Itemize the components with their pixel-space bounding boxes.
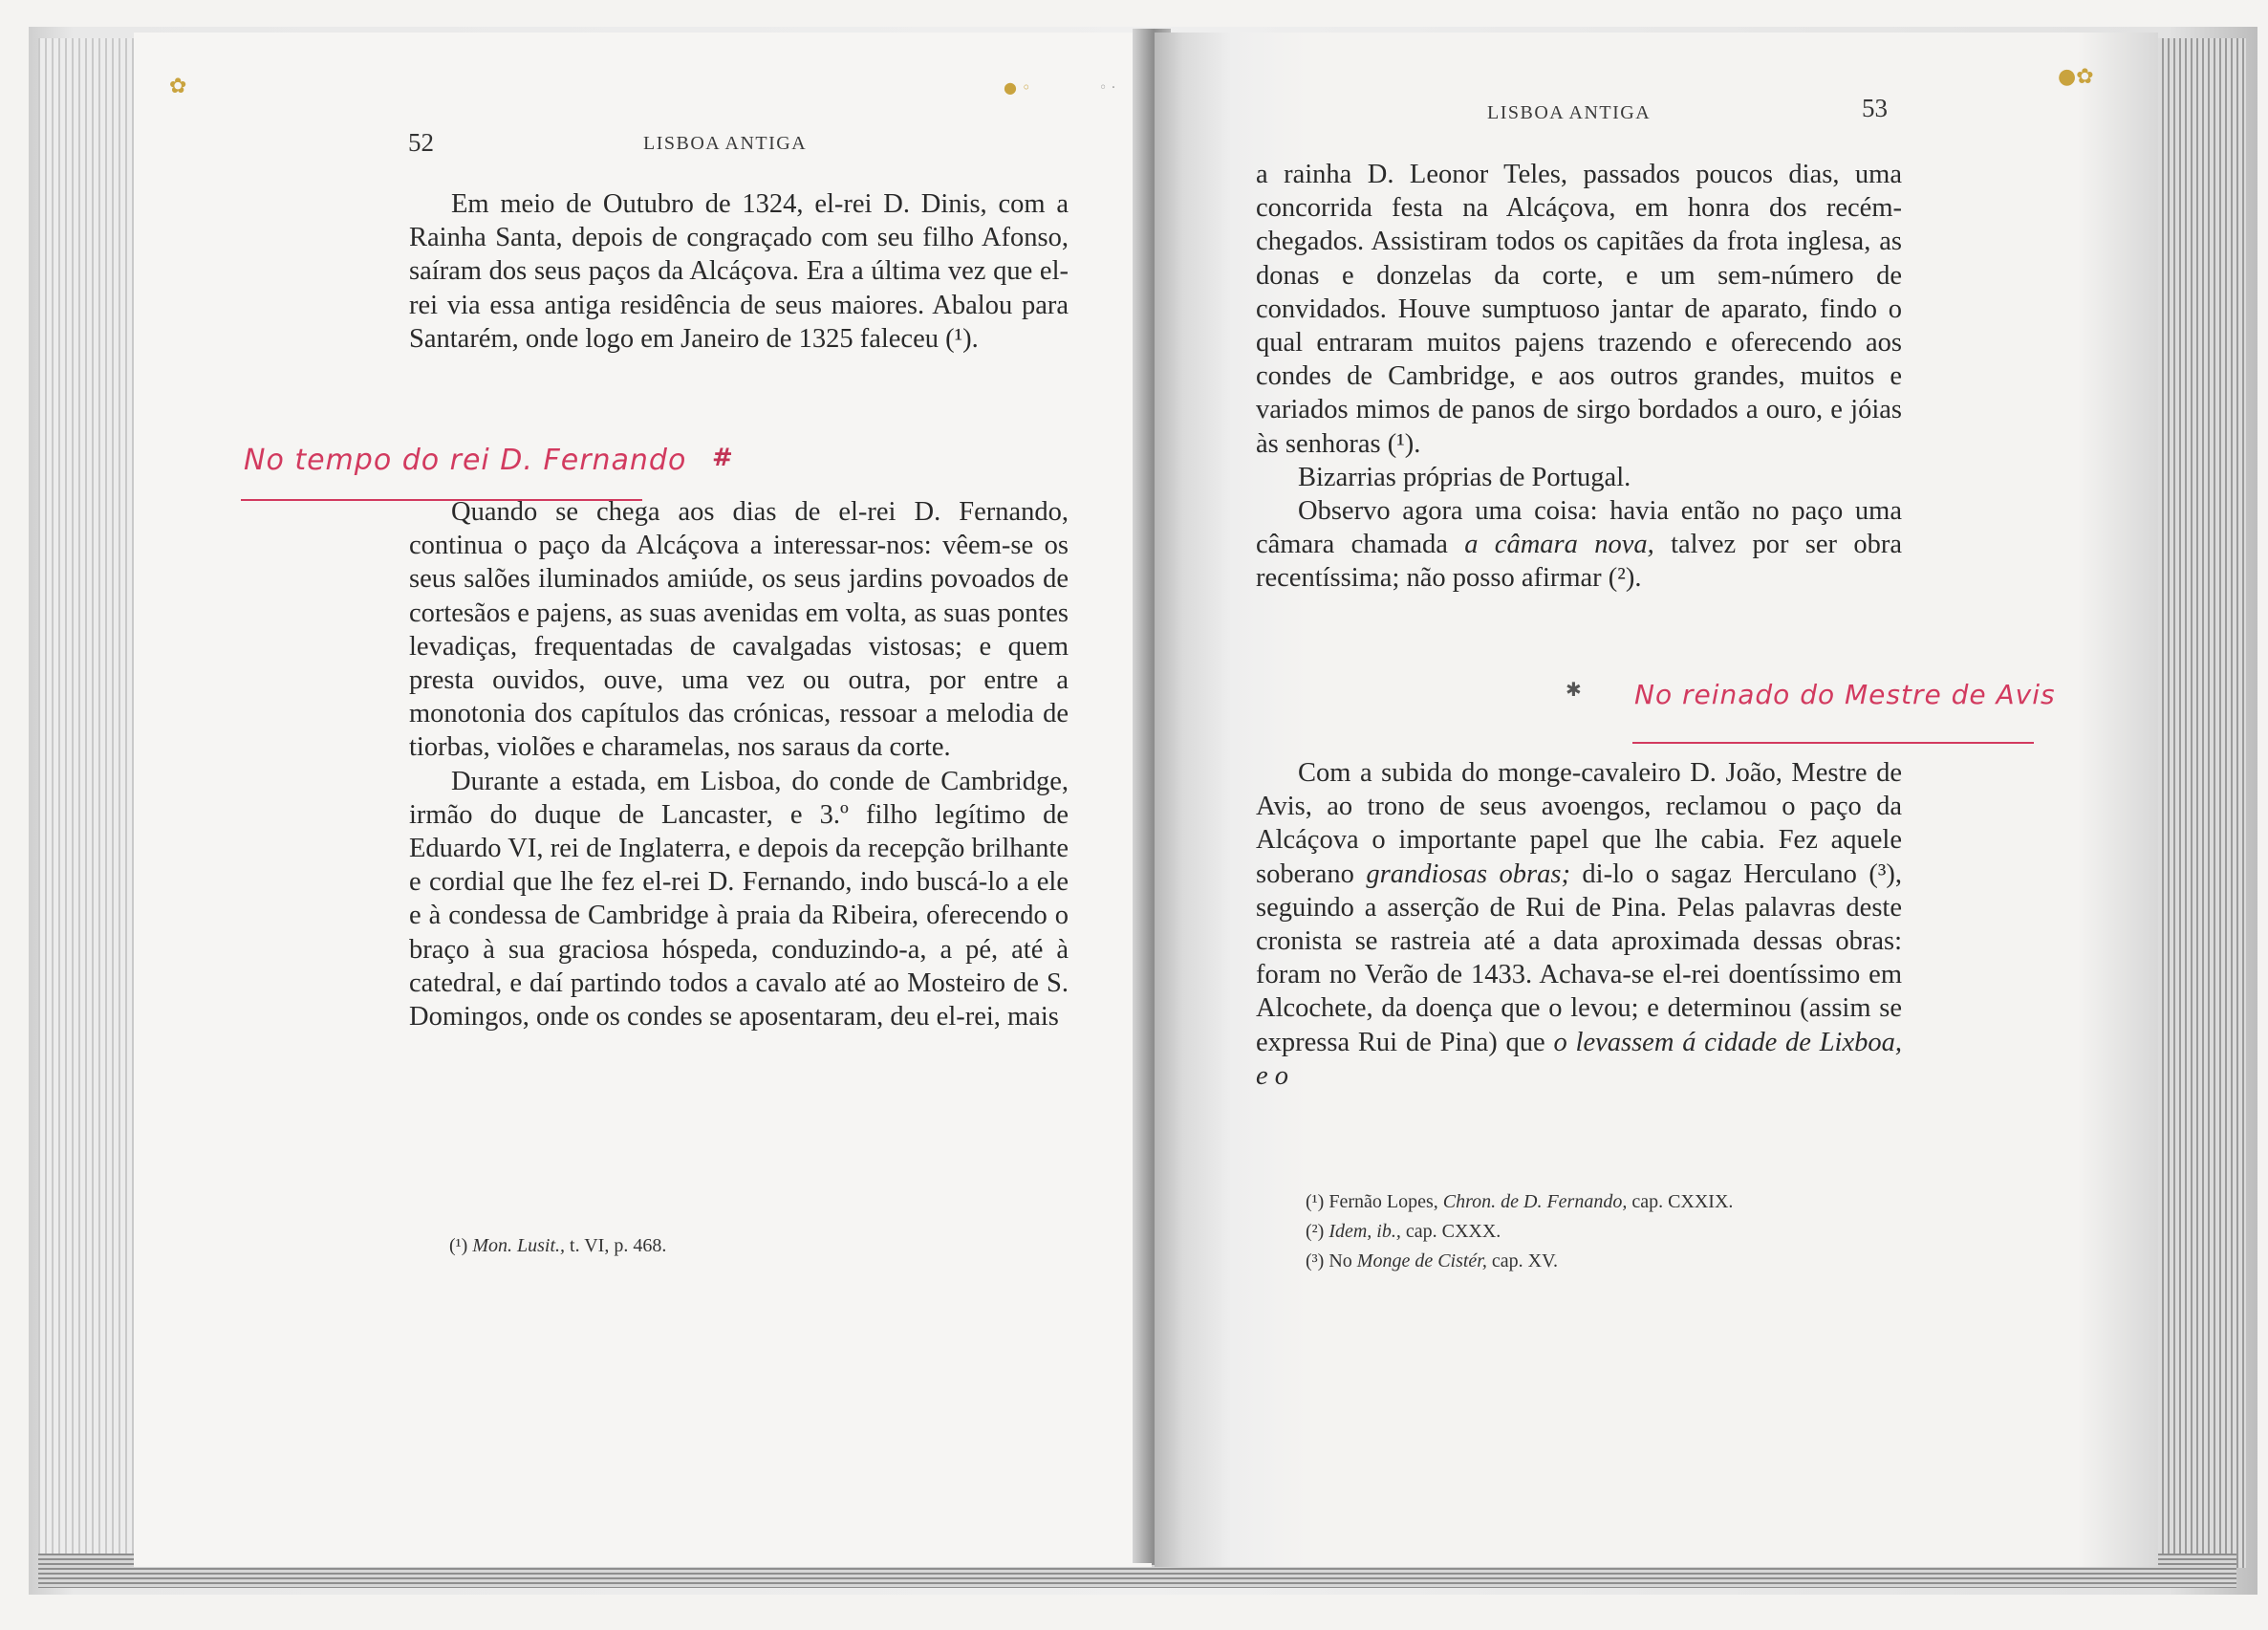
paragraph: Durante a estada, em Lisboa, do conde de Cambridge, irmão do duque de Lancaster, e 3.º filho legítimo de Eduardo VI, rei de Inglaterra, e depois da recepção brilhante e cordial que lhe fez el-rei D. Fernando, indo buscá-lo a ele e à condessa de Cambridge à praia da Ribeira, oferecendo o braço à sua graciosa hóspeda, conduzindo-a, a pé, até à catedral, e daí partindo todos a cavalo até ao Mosteiro de S. Domingos, onde os condes se aposentaram, deu el-rei, mais xyxy=(409,766,1069,1032)
paragraph: Observo agora uma coisa: havia então no paço uma câmara chamada a câmara nova, talvez por ser obra recentíssima; não posso afirmar (²). xyxy=(1256,496,1903,594)
left-text-block-2 xyxy=(409,495,1069,1033)
left-page-stack-edge xyxy=(38,38,134,1568)
right-page-stack-edge xyxy=(2150,38,2246,1568)
paragraph: Quando se chega aos dias de el-rei D. Fernando, continua o paço da Alcáçova a interessar-nos: vêem-se os seus salões iluminados amiúde, os seus jardins povoados de cortesãos e pajens, as suas avenidas em volta, as suas pontes levadiças, frequentadas de cavalgadas vistosas; e quem presta ouvidos, ouve, uma vez ou outra, por entre a monotonia dos capítulos das crónicas, ressoar a melodia de tiorbas, violões e charamelas, nos saraus da corte. xyxy=(409,497,1069,763)
stain-mark: ✿ xyxy=(169,75,187,98)
footnote: (³) No Monge de Cistér, cap. XV. xyxy=(1306,1250,1558,1271)
paragraph: a rainha D. Leonor Teles, passados poucos dias, uma concorrida festa na Alcáçova, em honra dos recém-chegados. Assistiram todos os capitães da frota inglesa, as donas e donzelas da corte, e um sem-número de convidados. Houve sumptuoso jantar de aparato, findo o qual entraram muitos pajens trazendo e oferecendo aos condes de Cambridge, e aos outros grandes, muitos e variados mimos de panos de sirgo bordados a ouro, e jóias às senhoras (¹). xyxy=(1256,160,1902,459)
stain-mark: ● ◦ xyxy=(1004,78,1031,97)
paragraph: Com a subida do monge-cavaleiro D. João, Mestre de Avis, ao trono de seus avoengos, reclamou o paço da Alcáçova o importante papel que lhe cabia. Fez aquele soberano grandiosas obras; di-lo o sagaz Herculano (³), seguindo a asserção de Rui de Pina. Pelas palavras deste cronista se rastreia até a data aproximada dessas obras: foram no Verão de 1433. Achava-se el-rei doentíssimo em Alcochete, da doença que o levou; e determinou (assim se expressa Rui de Pina) que o levassem á cidade de Lixboa, e o xyxy=(1256,758,1902,1091)
right-text-block-2 xyxy=(1256,756,1902,1093)
annotation-mark: # xyxy=(712,444,733,472)
footnote: (¹) Mon. Lusit., t. VI, p. 468. xyxy=(449,1235,667,1256)
handwritten-annotation: No reinado do Mestre de Avis xyxy=(1634,679,2056,710)
stain-mark: ●✿ xyxy=(2058,65,2094,89)
paragraph: Bizarrias próprias de Portugal. xyxy=(1298,462,1631,492)
footnote: (²) Idem, ib., cap. CXXX. xyxy=(1306,1221,1501,1242)
right-page xyxy=(1155,33,2158,1567)
footnote: (¹) Fernão Lopes, Chron. de D. Fernando, cap. CXXIX. xyxy=(1306,1191,1734,1212)
left-page xyxy=(134,33,1152,1567)
annotation-underline xyxy=(1632,742,2034,744)
stain-mark: ◦ · xyxy=(1099,80,1116,96)
running-header: LISBOA ANTIGA xyxy=(1487,102,1652,123)
footnotes xyxy=(449,1231,666,1261)
annotation-mark: ✱ xyxy=(1566,678,1582,701)
page-number: 53 xyxy=(1862,94,1888,122)
page-number: 52 xyxy=(408,128,434,157)
running-header: LISBOA ANTIGA xyxy=(643,133,808,154)
handwritten-annotation: No tempo do rei D. Fernando xyxy=(244,444,687,477)
left-text-block-1 xyxy=(409,187,1069,356)
footnotes xyxy=(1306,1187,1733,1276)
paragraph: Em meio de Outubro de 1324, el-rei D. Dinis, com a Rainha Santa, depois de congraçado com seu filho Afonso, saíram dos seus paços da Alcáçova. Era a última vez que el-rei via essa antiga residência de seus maiores. Abalou para Santarém, onde logo em Janeiro de 1325 faleceu (¹). xyxy=(409,189,1069,354)
right-text-block-1 xyxy=(1256,158,1902,596)
